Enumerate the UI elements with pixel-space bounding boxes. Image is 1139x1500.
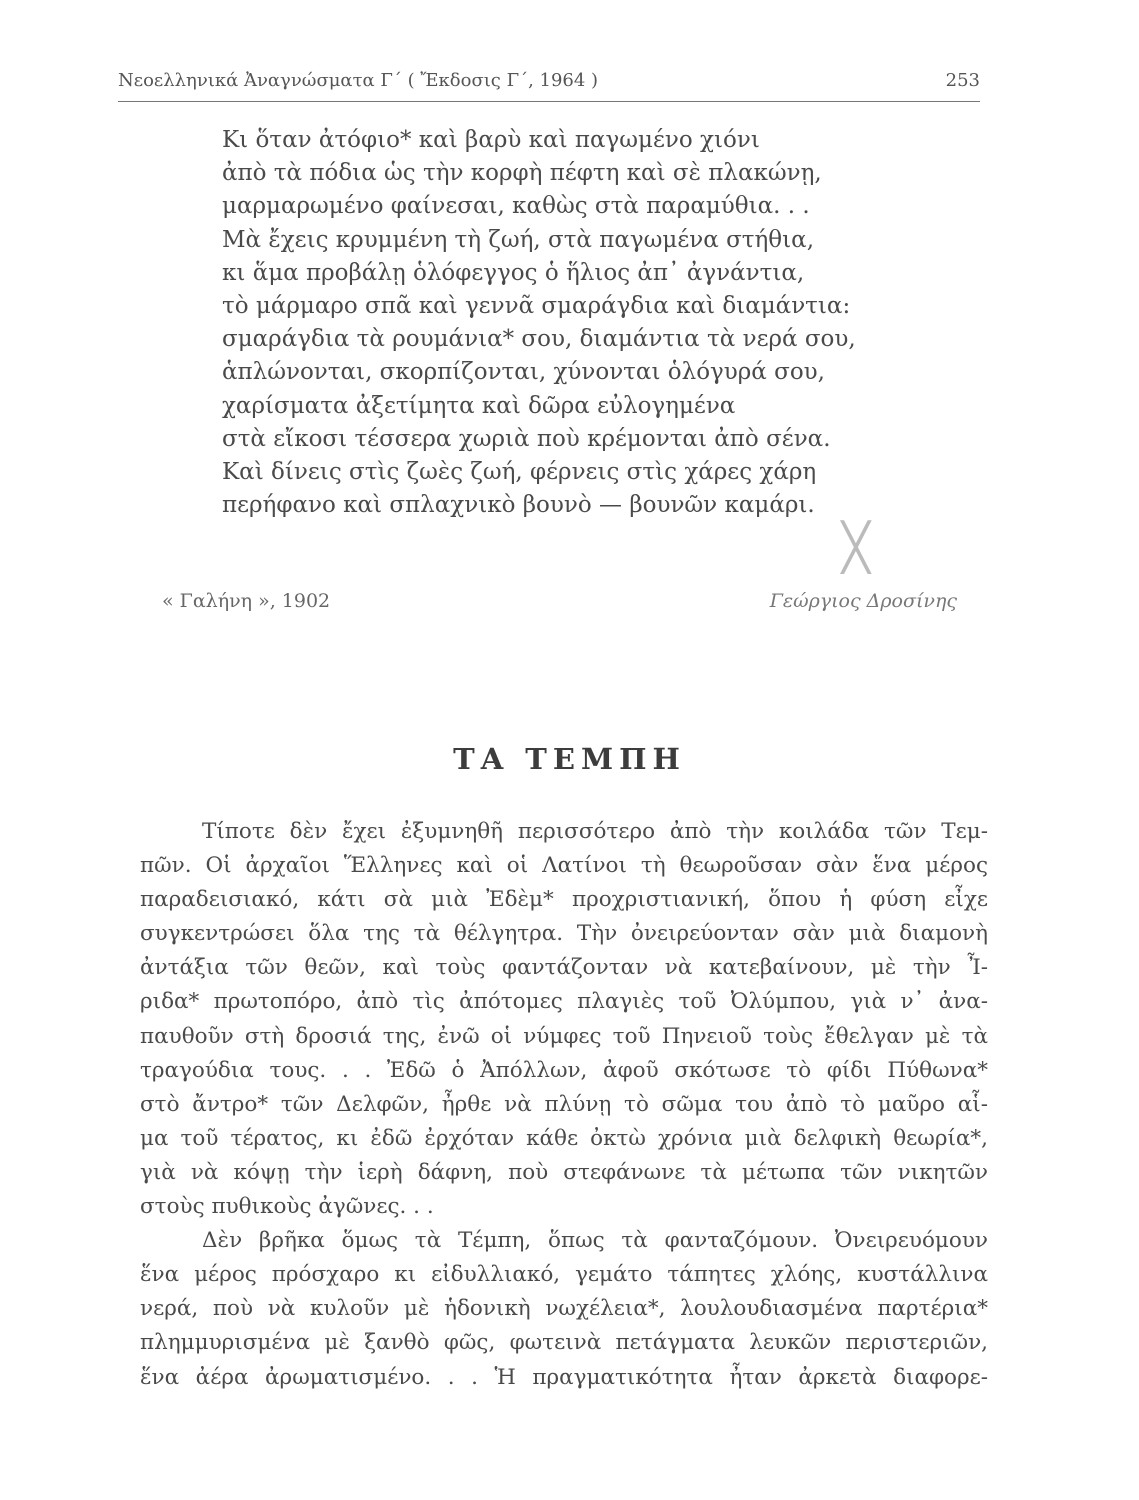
prose-line: νερά, ποὺ νὰ κυλοῦν μὲ ἡδονικὴ νωχέλεια*, λουλουδιασμένα παρτέρια* bbox=[140, 1296, 988, 1322]
poem-line: τὸ μάρμαρο σπᾶ καὶ γεννᾶ σμαράγδια καὶ διαμάντια: bbox=[222, 292, 851, 319]
prose-line: πῶν. Οἱ ἀρχαῖοι Ἕλληνες καὶ οἱ Λατίνοι τὴ θεωροῦσαν σὰν ἕνα μέρος bbox=[140, 853, 988, 879]
prose-line: μα τοῦ τέρατος, κι ἐδῶ ἐρχόταν κάθε ὀκτὼ χρόνια μιὰ δελφικὴ θεωρία*, bbox=[140, 1125, 988, 1151]
poem-line: Μὰ ἔχεις κρυμμένη τὴ ζωή, στὰ παγωμένα στήθια, bbox=[222, 226, 815, 253]
poem-line: Καὶ δίνεις στὶς ζωὲς ζωή, φέρνεις στὶς χάρες χάρη bbox=[222, 458, 817, 485]
poem-line: ἀπὸ τὰ πόδια ὡς τὴν κορφὴ πέφτη καὶ σὲ πλακώνῃ, bbox=[222, 160, 822, 187]
poem-line: Κι ὅταν ἀτόφιο* καὶ βαρὺ καὶ παγωμένο χιόνι bbox=[222, 127, 760, 153]
prose-line: πλημμυρισμένα μὲ ξανθὸ φῶς, φωτεινὰ πετάγματα λευκῶν περιστεριῶν, bbox=[140, 1330, 988, 1356]
prose-line: παραδεισιακό, κάτι σὰ μιὰ Ἐδὲμ* προχριστιανική, ὅπου ἡ φύση εἶχε bbox=[140, 887, 988, 913]
poem-line: κι ἅμα προβάλῃ ὁλόφεγγος ὁ ἥλιος ἀπ᾿ ἀγνάντια, bbox=[222, 259, 805, 286]
pencil-x-mark: ╳ bbox=[842, 520, 870, 574]
poem-line: στὰ εἴκοσι τέσσερα χωριὰ ποὺ κρέμονται ἀπὸ σένα. bbox=[222, 425, 831, 452]
article-body bbox=[140, 815, 988, 1395]
prose-line: συγκεντρώσει ὅλα της τὰ θέλγητρα. Τὴν ὀνειρεύονταν σὰν μιὰ διαμονὴ bbox=[140, 921, 988, 947]
header-rule bbox=[118, 101, 980, 102]
prose-line: Τίποτε δὲν ἔχει ἐξυμνηθῆ περισσότερο ἀπὸ τὴν κοιλάδα τῶν Τεμ- bbox=[202, 819, 988, 844]
running-title: Νεοελληνικά Ἀναγνώσματα Γ΄ ( Ἔκδοσις Γ΄, 1964 ) bbox=[118, 70, 599, 91]
prose-line: ἕνα μέρος πρόσχαρο κι εἰδυλλιακό, γεμάτο τάπητες χλόης, κυστάλλινα bbox=[140, 1262, 988, 1288]
running-header bbox=[118, 70, 980, 98]
prose-line: ἀντάξια τῶν θεῶν, καὶ τοὺς φαντάζονταν νὰ κατεβαίνουν, μὲ τὴν Ἶ- bbox=[140, 955, 988, 981]
prose-line: ἕνα ἀέρα ἀρωματισμένο. . . Ἡ πραγματικότητα ἦταν ἀρκετὰ διαφορε- bbox=[140, 1364, 988, 1390]
poem bbox=[222, 124, 942, 522]
prose-line: τραγούδια τους. . . Ἐδῶ ὁ Ἀπόλλων, ἀφοῦ σκότωσε τὸ φίδι Πύθωνα* bbox=[140, 1057, 988, 1083]
poem-line: χαρίσματα ἀξετίμητα καὶ δῶρα εὐλογημένα bbox=[222, 392, 736, 419]
poem-line: ἁπλώνονται, σκορπίζονται, χύνονται ὁλόγυρά σου, bbox=[222, 359, 825, 386]
article-title: ΤΑ ΤΕΜΠΗ bbox=[453, 742, 686, 776]
prose-line: παυθοῦν στὴ δροσιά της, ἐνῶ οἱ νύμφες τοῦ Πηνειοῦ τοὺς ἔθελγαν μὲ τὰ bbox=[140, 1023, 988, 1049]
poem-line: περήφανο καὶ σπλαχνικὸ βουνὸ — βουνῶν καμάρι. bbox=[222, 492, 815, 519]
prose-line: γιὰ νὰ κόψῃ τὴν ἱερὴ δάφνη, ποὺ στεφάνωνε τὰ μέτωπα τῶν νικητῶν bbox=[140, 1159, 988, 1185]
poem-line: σμαράγδια τὰ ρουμάνια* σου, διαμάντια τὰ νερά σου, bbox=[222, 326, 856, 353]
poem-author: Γεώργιος Δροσίνης bbox=[769, 590, 957, 612]
prose-line: στὸ ἄντρο* τῶν Δελφῶν, ἦρθε νὰ πλύνῃ τὸ σῶμα του ἀπὸ τὸ μαῦρο αἷ- bbox=[140, 1091, 988, 1117]
prose-line: στοὺς πυθικοὺς ἀγῶνες. . . bbox=[140, 1194, 434, 1220]
poem-line: μαρμαρωμένο φαίνεσαι, καθὼς στὰ παραμύθια. . . bbox=[222, 193, 810, 220]
prose-line: ριδα* πρωτοπόρο, ἀπὸ τὶς ἀπότομες πλαγιὲς τοῦ Ὀλύμπου, γιὰ ν᾿ ἀνα- bbox=[140, 989, 988, 1015]
prose-line: Δὲν βρῆκα ὅμως τὰ Τέμπη, ὅπως τὰ φανταζόμουν. Ὀνειρευόμουν bbox=[202, 1228, 988, 1254]
poem-source: « Γαλήνη », 1902 bbox=[162, 590, 331, 612]
page-number: 253 bbox=[945, 70, 980, 91]
